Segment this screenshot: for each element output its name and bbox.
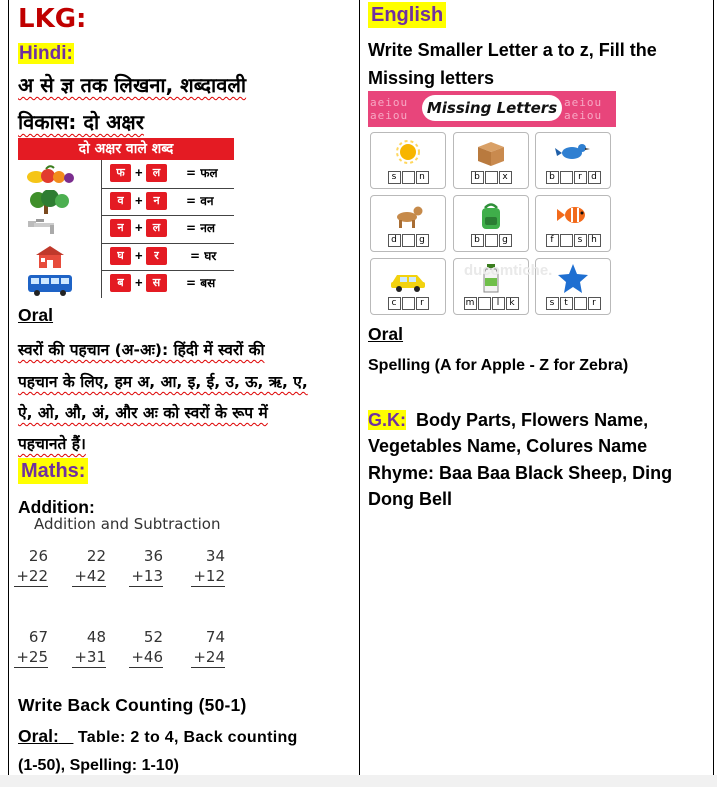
oral2-heading: Oral: <box>18 726 59 746</box>
addition-problem: 74 +24 <box>191 627 225 668</box>
column-divider <box>359 0 360 775</box>
addition-problem: 48 +31 <box>72 627 106 668</box>
tile: b g <box>453 195 529 252</box>
gk-text-1: Body Parts, Flowers Name, <box>416 410 649 430</box>
letter-box: ब <box>110 274 131 292</box>
hindi-line-1: अ से ज्ञ तक लिखना, शब्दावली <box>18 73 247 97</box>
oral2-text-1: Table: 2 to 4, Back counting <box>77 729 298 746</box>
gk-heading: G.K: <box>368 410 406 430</box>
tile: b r d <box>535 132 611 189</box>
english-heading-wrap <box>368 4 446 27</box>
oral-line-4: पहचानते हैं। <box>18 435 86 453</box>
english-line-1: Write Smaller Letter a to z, Fill the <box>368 40 657 60</box>
back-counting-line: Write Back Counting (50-1) <box>18 695 247 715</box>
english-line-2: Missing letters <box>368 68 495 88</box>
addition-problem: 34 +12 <box>191 546 225 587</box>
star-icon <box>554 263 592 295</box>
oral2-line-2: (1-50), Spelling: 1-10) <box>18 757 179 774</box>
worksheet-title: Missing Letters <box>422 95 562 121</box>
gk-line-2: Vegetables Name, Colures Name <box>368 436 648 456</box>
addition-problem: 36 +13 <box>129 546 163 587</box>
fruits-icon <box>22 162 78 186</box>
missing-letters-worksheet <box>368 91 616 317</box>
word-table-header: दो अक्षर वाले शब्द <box>18 138 234 160</box>
banner-vowels: aeiou <box>564 96 603 109</box>
plus-sign: + <box>135 247 143 263</box>
letter-box: स <box>146 274 167 292</box>
letter-box: न <box>110 219 131 237</box>
fish-icon <box>554 200 592 232</box>
addition-problem: 52 +46 <box>129 627 163 668</box>
trees-icon <box>22 190 78 214</box>
tile: s t r <box>535 258 611 315</box>
class-title: LKG: <box>18 4 87 34</box>
letter-box: ल <box>146 219 167 237</box>
house-icon <box>22 245 78 269</box>
spelling-line: Spelling (A for Apple - Z for Zebra) <box>368 357 629 374</box>
tile: m l k <box>453 258 529 315</box>
worksheet-banner <box>368 91 616 127</box>
tap-icon <box>22 217 78 241</box>
table-row <box>18 188 234 216</box>
tile: b x <box>453 132 529 189</box>
oral2-line-1 <box>18 726 298 747</box>
addition-problem: 22 +42 <box>72 546 106 587</box>
plus-sign: + <box>135 165 143 180</box>
plus-sign: + <box>135 275 143 290</box>
addition-problem: 67 +25 <box>14 627 48 668</box>
watermark: ducomtiche. <box>464 262 553 279</box>
result-word: = वन <box>186 193 214 208</box>
result-word: = नल <box>186 221 216 235</box>
oral-line-1: स्वरों की पहचान (अ-अः): हिंदी में स्वरों की <box>18 341 265 359</box>
banner-vowels: aeiou <box>370 109 409 122</box>
banner-vowels: aeiou <box>564 109 603 122</box>
english-heading: English <box>368 2 446 28</box>
two-letter-word-table <box>18 138 234 298</box>
bus-icon <box>22 272 78 296</box>
english-oral-heading: Oral <box>368 324 404 344</box>
letter-box: व <box>110 192 131 210</box>
banner-vowels: aeiou <box>370 96 409 109</box>
letter-box: ल <box>146 164 167 182</box>
letter-box: घ <box>110 247 131 265</box>
box-icon <box>472 137 510 169</box>
gk-line-1 <box>368 410 648 431</box>
result-word: = बस <box>186 276 216 290</box>
dog-icon <box>389 200 427 232</box>
addition-label: Addition: <box>18 497 95 517</box>
rhyme-line-1: Rhyme: Baa Baa Black Sheep, Ding <box>368 463 673 483</box>
letter-box: फ <box>110 164 131 182</box>
bag-icon <box>472 200 510 232</box>
tile: d g <box>370 195 446 252</box>
oral-line-2: पहचान के लिए, हम अ, आ, इ, ई, उ, ऊ, ऋ, ए, <box>18 373 308 391</box>
hindi-line-2: विकास: दो अक्षर <box>18 110 144 134</box>
car-icon <box>389 263 427 295</box>
oral-heading: Oral <box>18 305 54 325</box>
hindi-heading-wrap <box>18 43 74 65</box>
tile: f s h <box>535 195 611 252</box>
plus-sign: + <box>135 220 143 235</box>
result-word: = फल <box>186 166 218 180</box>
worksheet-title: Addition and Subtraction <box>34 515 221 533</box>
tile: c r <box>370 258 446 315</box>
rhyme-line-2: Dong Bell <box>368 489 452 509</box>
bottom-strip <box>0 775 717 787</box>
table-row <box>18 215 234 243</box>
oral-line-3: ऐ, ओ, औ, अं, और अः को स्वरों के रूप में <box>18 404 268 422</box>
bird-icon <box>554 137 592 169</box>
maths-heading: Maths: <box>18 458 88 484</box>
maths-heading-wrap <box>18 460 88 483</box>
table-row <box>18 160 234 188</box>
table-row <box>18 270 234 298</box>
hindi-heading: Hindi: <box>19 43 73 64</box>
result-word: = घर <box>190 248 217 263</box>
table-row <box>18 243 234 271</box>
letter-box: न <box>146 192 167 210</box>
addition-problem: 26 +22 <box>14 546 48 587</box>
tile: s n <box>370 132 446 189</box>
sun-icon <box>389 137 427 169</box>
letter-box: र <box>146 247 167 265</box>
plus-sign: + <box>135 192 143 208</box>
